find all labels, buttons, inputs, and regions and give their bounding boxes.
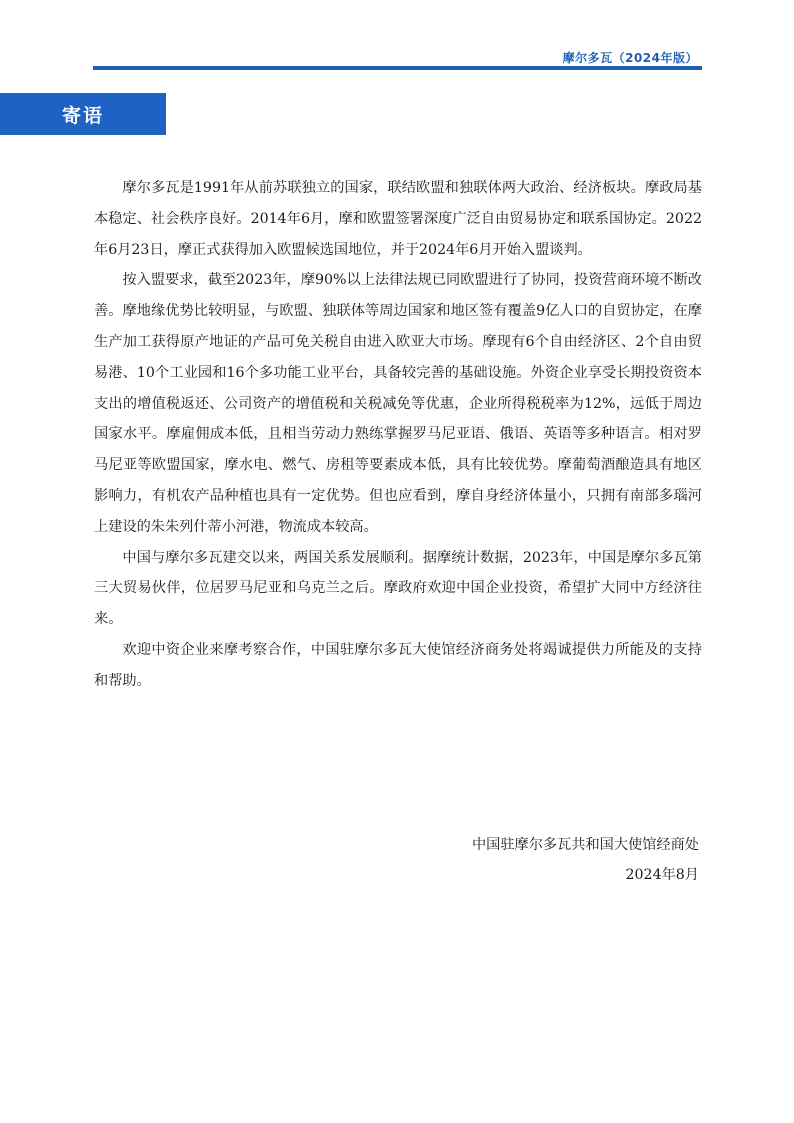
paragraph-4: 欢迎中资企业来摩考察合作，中国驻摩尔多瓦大使馆经济商务处将竭诚提供力所能及的支持和帮助。 [94, 641, 702, 689]
signature-block [472, 830, 699, 890]
signature-date: 2024年8月 [625, 867, 699, 883]
header-divider [93, 66, 702, 70]
paragraph-3: 中国与摩尔多瓦建交以来，两国关系发展顺利。据摩统计数据，2023年，中国是摩尔多瓦第三大贸易伙伴，位居罗马尼亚和乌克兰之后。摩政府欢迎中国企业投资，希望扩大同中方经济往来。 [94, 549, 702, 628]
section-title: 寄语 [61, 104, 104, 127]
paragraph-1: 摩尔多瓦是1991年从前苏联独立的国家，联结欧盟和独联体两大政治、经济板块。摩政局基本稳定、社会秩序良好。2014年6月，摩和欧盟签署深度广泛自由贸易协定和联系国协定。2022年6月23日，摩正式获得加入欧盟候选国地位，并于2024年6月开始入盟谈判。 [94, 180, 702, 258]
paragraph-2: 按入盟要求，截至2023年，摩90%以上法律法规已同欧盟进行了协同，投资营商环境不断改善。摩地缘优势比较明显，与欧盟、独联体等周边国家和地区签有覆盖9亿人口的自贸协定，在摩生产加工获得原产地证的产品可免关税自由进入欧亚大市场。摩现有6个自由经济区、2个自由贸易港、10个工业园和16个多功能工业平台，具备较完善的基础设施。外资企业享受长期投资资本支出的增值税返还、公司资产的增值税和关税减免等优惠，企业所得税税率为12%，远低于周边国家水平。摩雇佣成本低，且相当劳动力熟练掌握罗马尼亚语、俄语、英语等多种语言。相对罗马尼亚等欧盟国家，摩水电、燃气、房租等要素成本低，具有比较优势。摩葡萄酒酿造具有地区影响力，有机农产品种植也具有一定优势。但也应看到，摩自身经济体量小，只拥有南部多瑙河上建设的朱朱列什蒂小河港，物流成本较高。 [94, 272, 702, 535]
header-title: 摩尔多瓦（2024年版） [562, 51, 698, 65]
signature-organization: 中国驻摩尔多瓦共和国大使馆经商处 [471, 837, 699, 853]
foreword-body [94, 173, 702, 697]
section-title-tab [0, 93, 166, 135]
